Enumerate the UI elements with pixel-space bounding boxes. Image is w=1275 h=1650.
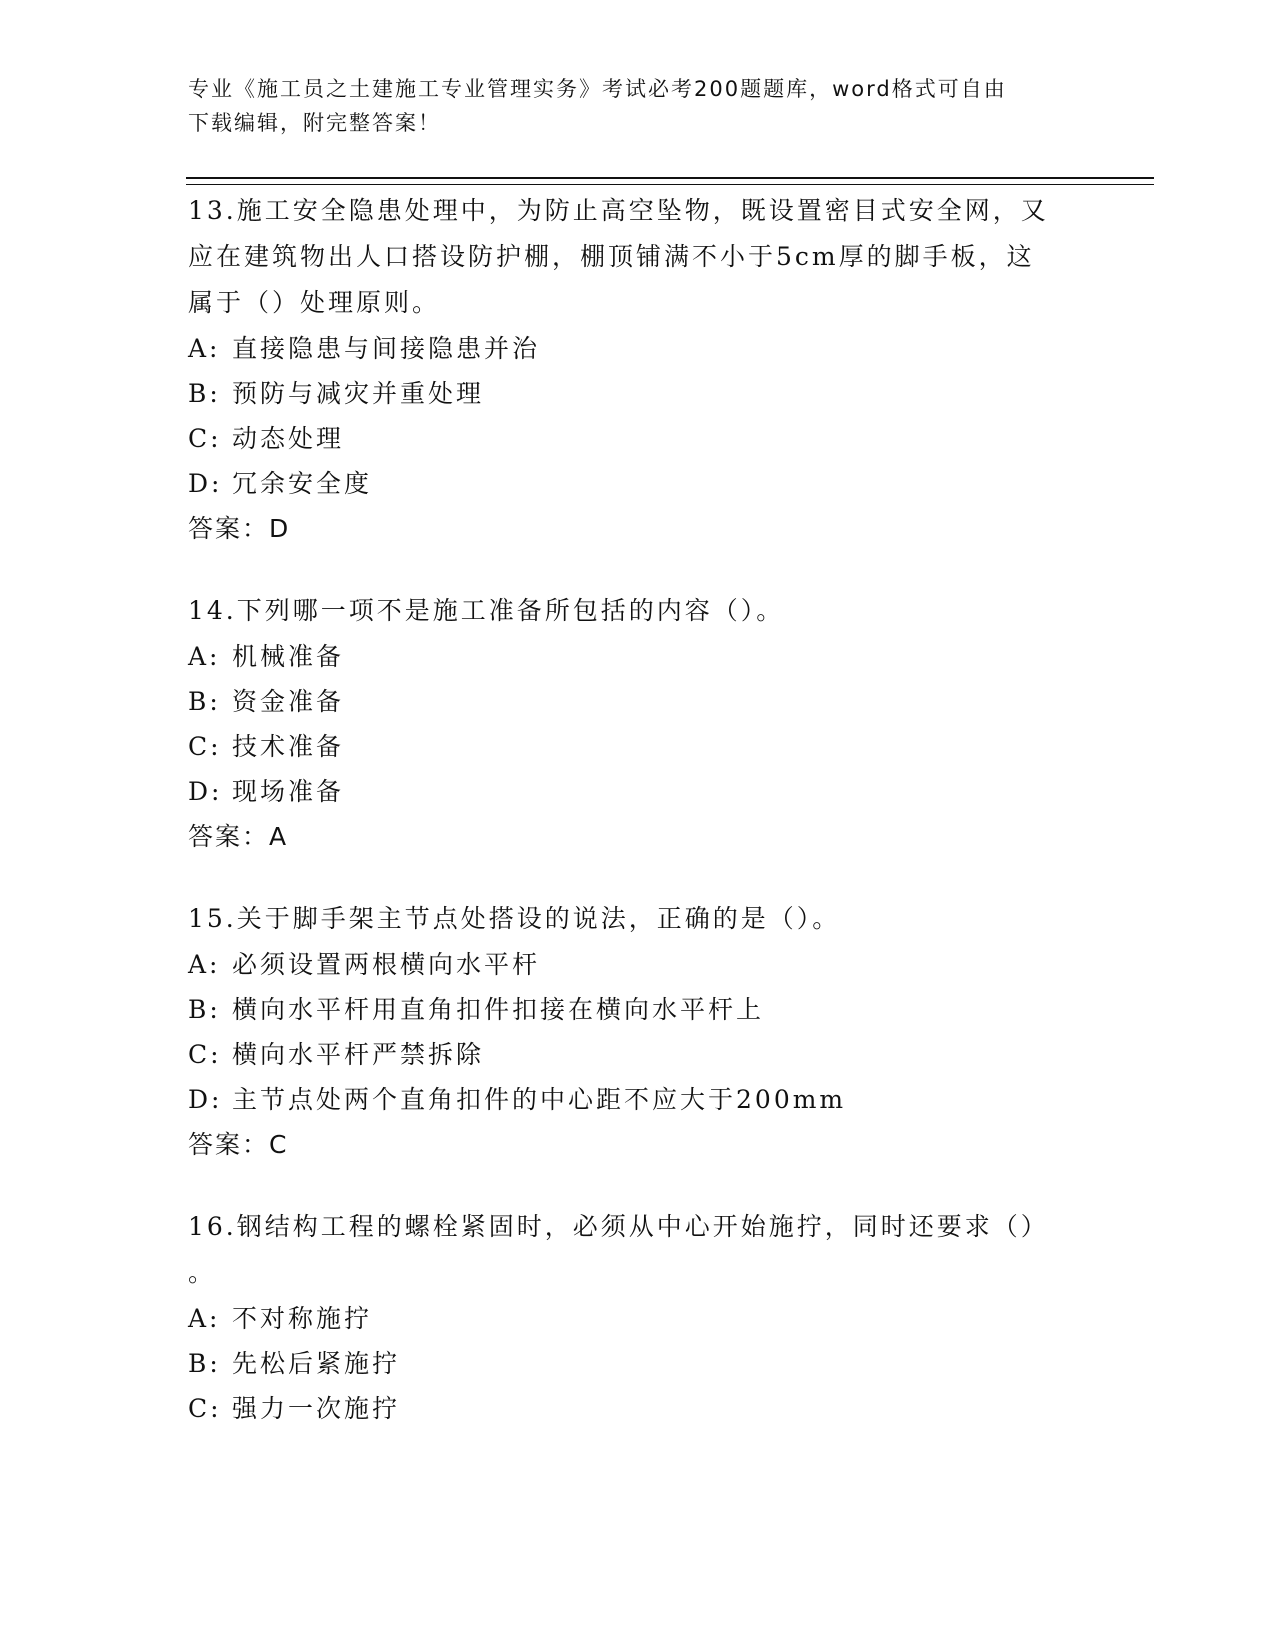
option-c (188, 416, 1088, 461)
option-text: 动态处理 (232, 424, 345, 453)
option-key: A: (188, 1304, 221, 1333)
option-key: C: (188, 732, 222, 761)
question-stem-line: 13.施工安全隐患处理中，为防止高空坠物，既设置密目式安全网，又 (188, 196, 1049, 225)
option-text: 横向水平杆用直角扣件扣接在横向水平杆上 (232, 995, 765, 1024)
option-key: D: (188, 777, 223, 806)
option-d (188, 769, 1088, 814)
option-b (188, 1341, 1088, 1386)
option-text: 现场准备 (232, 777, 345, 806)
question-15 (188, 896, 1088, 1168)
answer-line (188, 506, 1088, 552)
option-text: 直接隐患与间接隐患并治 (232, 334, 541, 363)
question-stem-line: 。 (188, 1258, 217, 1287)
option-text: 技术准备 (232, 732, 345, 761)
question-stem-line: 14.下列哪一项不是施工准备所包括的内容（）。 (188, 596, 785, 625)
question-stem-line: 16.钢结构工程的螺栓紧固时，必须从中心开始施拧，同时还要求（） (188, 1212, 1049, 1241)
question-stem-line: 15.关于脚手架主节点处搭设的说法，正确的是（）。 (188, 904, 841, 933)
option-key: B: (188, 1349, 221, 1378)
option-c (188, 724, 1088, 769)
document-header (188, 72, 1068, 140)
answer-label: 答案： (188, 514, 270, 543)
option-c (188, 1032, 1088, 1077)
header-divider-thick (186, 177, 1154, 179)
option-key: B: (188, 995, 221, 1024)
option-key: C: (188, 424, 222, 453)
option-key: D: (188, 1085, 223, 1114)
option-d (188, 461, 1088, 506)
option-text: 强力一次施拧 (232, 1394, 401, 1423)
question-13 (188, 188, 1088, 552)
question-stem-line: 属于（）处理原则。 (188, 288, 441, 317)
option-key: D: (188, 469, 223, 498)
option-text: 必须设置两根横向水平杆 (232, 950, 541, 979)
answer-line (188, 814, 1088, 860)
option-b (188, 679, 1088, 724)
option-a (188, 1296, 1088, 1341)
option-d (188, 1077, 1088, 1122)
option-text: 资金准备 (232, 687, 345, 716)
header-line-1: 专业《施工员之土建施工专业管理实务》考试必考200题题库，word格式可自由 (188, 77, 1007, 101)
answer-value: C (269, 1130, 289, 1159)
option-text: 不对称施拧 (232, 1304, 373, 1333)
header-line-2: 下载编辑，附完整答案！ (188, 111, 441, 135)
header-divider-thin (186, 184, 1154, 185)
option-c (188, 1386, 1088, 1431)
option-text: 冗余安全度 (232, 469, 373, 498)
answer-label: 答案： (188, 1130, 270, 1159)
option-key: A: (188, 950, 221, 979)
question-16 (188, 1204, 1088, 1431)
question-list (188, 188, 1088, 1467)
option-b (188, 371, 1088, 416)
option-a (188, 326, 1088, 371)
question-14 (188, 588, 1088, 860)
option-key: A: (188, 642, 221, 671)
option-text: 机械准备 (232, 642, 345, 671)
option-key: B: (188, 687, 221, 716)
answer-value: A (269, 822, 289, 851)
option-a (188, 942, 1088, 987)
option-a (188, 634, 1088, 679)
answer-value: D (269, 514, 291, 543)
answer-label: 答案： (188, 822, 270, 851)
option-b (188, 987, 1088, 1032)
option-key: C: (188, 1040, 222, 1069)
option-text: 先松后紧施拧 (232, 1349, 401, 1378)
option-text: 预防与减灾并重处理 (232, 379, 485, 408)
option-text: 主节点处两个直角扣件的中心距不应大于200mm (232, 1085, 847, 1114)
option-key: A: (188, 334, 221, 363)
option-key: B: (188, 379, 221, 408)
option-text: 横向水平杆严禁拆除 (232, 1040, 485, 1069)
answer-line (188, 1122, 1088, 1168)
question-stem-line: 应在建筑物出人口搭设防护棚，棚顶铺满不小于5cm厚的脚手板，这 (188, 242, 1035, 271)
option-key: C: (188, 1394, 222, 1423)
